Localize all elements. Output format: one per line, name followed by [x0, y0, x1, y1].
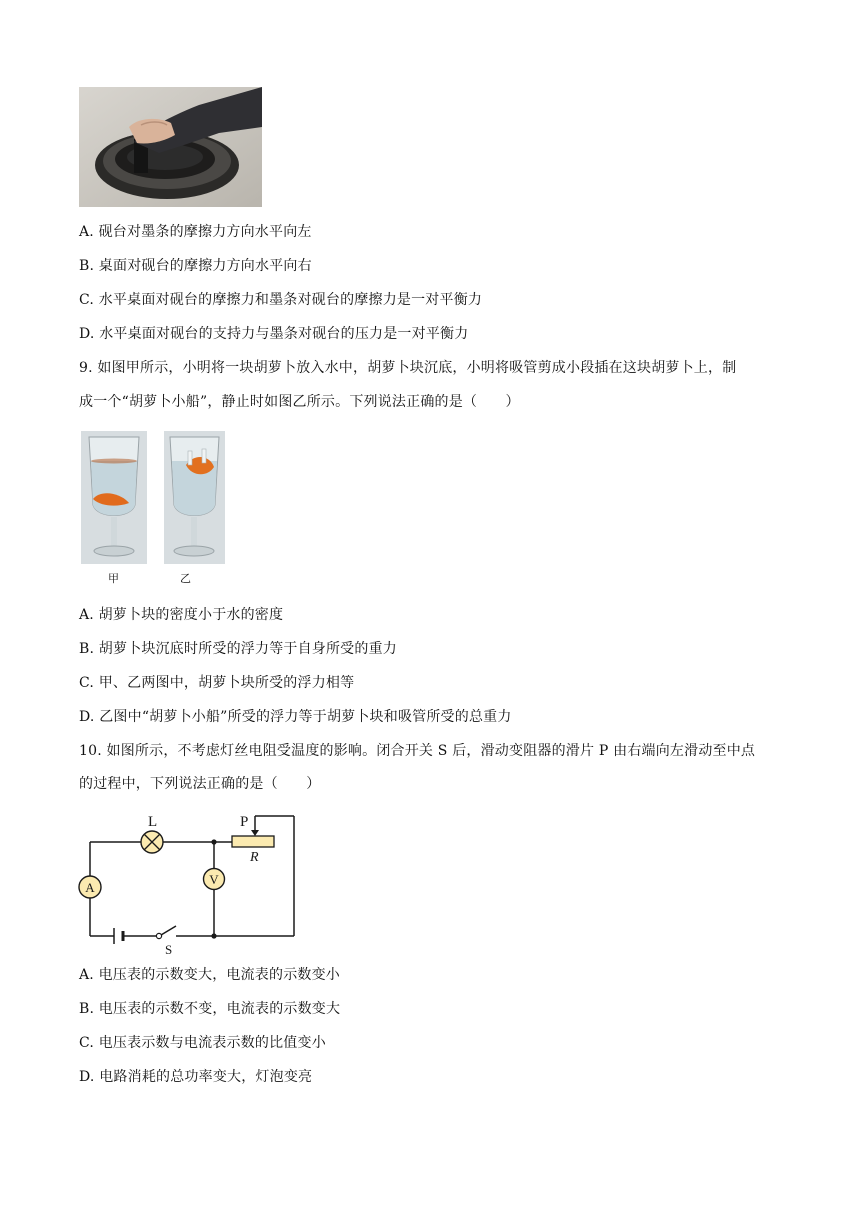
q10-option-b: B. 电压表的示数不变，电流表的示数变大	[79, 1001, 341, 1017]
slider-arrow	[251, 830, 259, 836]
q8-option-c: C. 水平桌面对砚台的摩擦力和墨条对砚台的摩擦力是一对平衡力	[79, 292, 483, 308]
voltmeter	[204, 869, 225, 890]
q9-option-c: C. 甲、乙两图中，胡萝卜块所受的浮力相等	[79, 675, 355, 691]
lamp-label: L	[148, 814, 158, 830]
battery	[114, 928, 123, 944]
q10-option-d: D. 电路消耗的总功率变大，灯泡变亮	[79, 1069, 313, 1085]
q10-stem-line2: 的过程中，下列说法正确的是（ ）	[79, 776, 321, 792]
q9-option-b: B. 胡萝卜块沉底时所受的浮力等于自身所受的重力	[79, 641, 397, 657]
lamp	[141, 831, 163, 853]
switch	[156, 926, 176, 939]
ammeter	[79, 876, 101, 898]
q9-stem-line2: 成一个“胡萝卜小船”，静止时如图乙所示。下列说法正确的是（ ）	[79, 394, 520, 410]
q9-option-d: D. 乙图中“胡萝卜小船”所受的浮力等于胡萝卜块和吸管所受的总重力	[79, 709, 512, 725]
junction-top	[211, 839, 216, 844]
q9-option-a: A. 胡萝卜块的密度小于水的密度	[79, 607, 284, 623]
q9-stem-line1: 9. 如图甲所示，小明将一块胡萝卜放入水中，胡萝卜块沉底，小明将吸管剪成小段插在这块胡萝卜上，制	[79, 360, 737, 376]
q8-option-b: B. 桌面对砚台的摩擦力方向水平向右	[79, 258, 312, 274]
circuit-diagram	[78, 806, 302, 956]
inkstone-photo	[79, 87, 262, 207]
glass-photo-yi	[164, 431, 225, 564]
voltmeter-label: V	[209, 872, 219, 887]
q8-option-d: D. 水平桌面对砚台的支持力与墨条对砚台的压力是一对平衡力	[79, 326, 469, 342]
junction-bottom	[211, 933, 216, 938]
resistor	[232, 836, 274, 847]
glass-photo-jia	[81, 431, 147, 564]
ammeter-label: A	[85, 880, 95, 895]
q10-stem-line1: 10. 如图所示，不考虑灯丝电阻受温度的影响。闭合开关 S 后，滑动变阻器的滑片 P 由右端向左滑动至中点	[79, 743, 756, 759]
caption-jia: 甲	[108, 572, 119, 585]
q10-option-a: A. 电压表的示数变大，电流表的示数变小	[79, 967, 341, 983]
resistor-label: R	[250, 850, 259, 865]
switch-label: S	[165, 942, 173, 956]
q8-option-a: A. 砚台对墨条的摩擦力方向水平向左	[79, 224, 312, 240]
caption-yi: 乙	[180, 572, 191, 585]
q10-option-c: C. 电压表示数与电流表示数的比值变小	[79, 1035, 326, 1051]
slider-label: P	[240, 814, 249, 830]
